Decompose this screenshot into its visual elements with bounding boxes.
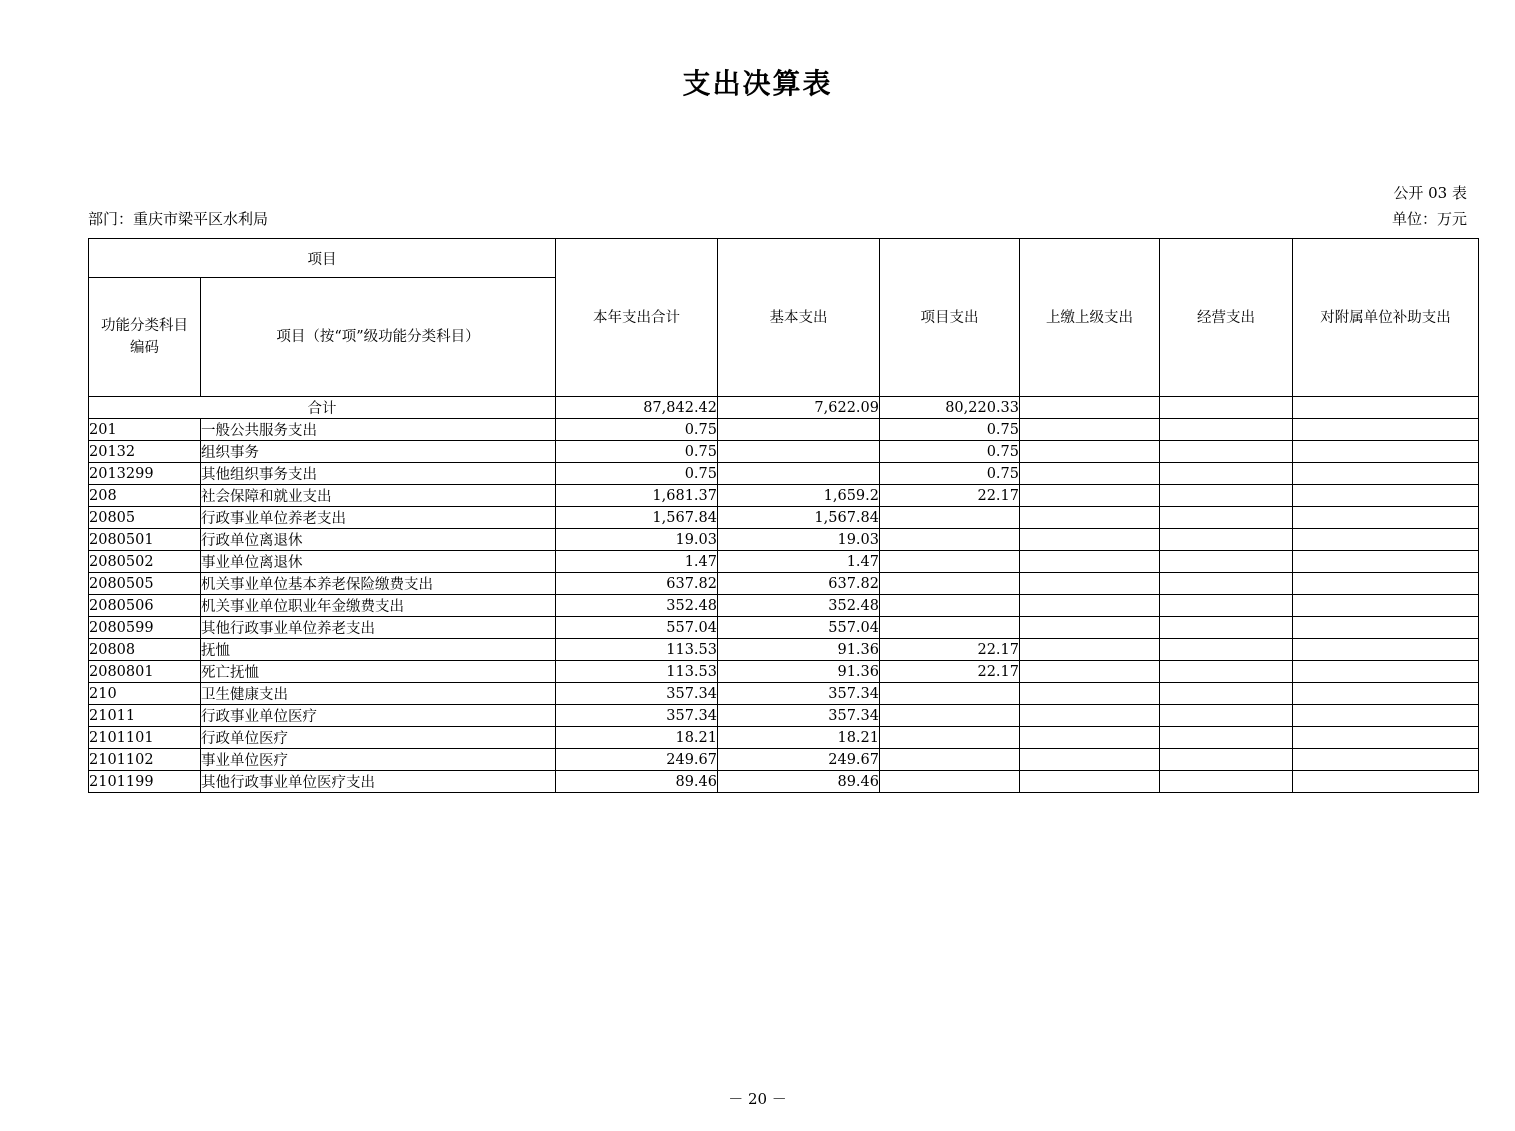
row-value-4 xyxy=(1160,661,1293,683)
row-value-5 xyxy=(1293,441,1479,463)
row-value-2: 0.75 xyxy=(880,463,1020,485)
row-value-4 xyxy=(1160,573,1293,595)
row-value-4 xyxy=(1160,441,1293,463)
table-row xyxy=(89,661,1479,683)
row-value-2 xyxy=(880,551,1020,573)
form-number: 公开 03 表 xyxy=(1393,184,1467,202)
row-value-3 xyxy=(1020,463,1160,485)
total-value-2: 80,220.33 xyxy=(880,397,1020,419)
row-value-3 xyxy=(1020,507,1160,529)
row-code: 2080505 xyxy=(89,573,201,595)
row-value-0: 357.34 xyxy=(556,705,718,727)
table-row xyxy=(89,595,1479,617)
row-value-3 xyxy=(1020,705,1160,727)
row-code: 2080502 xyxy=(89,551,201,573)
row-value-4 xyxy=(1160,595,1293,617)
row-value-1: 357.34 xyxy=(718,705,880,727)
row-value-1: 91.36 xyxy=(718,661,880,683)
expenditure-table xyxy=(88,238,1479,793)
department-line: 部门：重庆市梁平区水利局 xyxy=(88,210,269,228)
row-value-1: 19.03 xyxy=(718,529,880,551)
row-name: 社会保障和就业支出 xyxy=(201,485,556,507)
row-value-4 xyxy=(1160,617,1293,639)
row-value-4 xyxy=(1160,639,1293,661)
header-col-name: 项目（按“项”级功能分类科目） xyxy=(201,278,556,397)
table-row xyxy=(89,441,1479,463)
row-code: 20132 xyxy=(89,441,201,463)
row-value-5 xyxy=(1293,683,1479,705)
row-value-1: 18.21 xyxy=(718,727,880,749)
table-header xyxy=(89,239,1479,397)
header-col-project: 项目支出 xyxy=(880,239,1020,397)
row-code: 201 xyxy=(89,419,201,441)
row-value-1: 352.48 xyxy=(718,595,880,617)
row-value-2 xyxy=(880,749,1020,771)
row-value-2: 22.17 xyxy=(880,485,1020,507)
row-value-3 xyxy=(1020,683,1160,705)
row-name: 其他行政事业单位养老支出 xyxy=(201,617,556,639)
row-code: 2101199 xyxy=(89,771,201,793)
row-value-2 xyxy=(880,507,1020,529)
row-value-0: 19.03 xyxy=(556,529,718,551)
table-row xyxy=(89,727,1479,749)
row-value-5 xyxy=(1293,639,1479,661)
row-value-3 xyxy=(1020,639,1160,661)
header-col-total: 本年支出合计 xyxy=(556,239,718,397)
page-title: 支出决算表 xyxy=(682,67,833,100)
row-name: 死亡抚恤 xyxy=(201,661,556,683)
total-value-4 xyxy=(1160,397,1293,419)
row-value-2: 22.17 xyxy=(880,639,1020,661)
table-row xyxy=(89,705,1479,727)
total-value-1: 7,622.09 xyxy=(718,397,880,419)
row-value-3 xyxy=(1020,551,1160,573)
row-name: 事业单位离退休 xyxy=(201,551,556,573)
row-value-2 xyxy=(880,727,1020,749)
table-row xyxy=(89,617,1479,639)
row-code: 2080599 xyxy=(89,617,201,639)
row-value-0: 113.53 xyxy=(556,661,718,683)
row-value-1 xyxy=(718,463,880,485)
row-value-3 xyxy=(1020,617,1160,639)
header-col-code xyxy=(89,278,201,397)
row-value-5 xyxy=(1293,749,1479,771)
table-row xyxy=(89,507,1479,529)
row-code: 20808 xyxy=(89,639,201,661)
row-value-3 xyxy=(1020,727,1160,749)
row-name: 组织事务 xyxy=(201,441,556,463)
header-row-group xyxy=(89,239,1479,278)
unit-note: 单位：万元 xyxy=(1391,210,1467,228)
row-name: 事业单位医疗 xyxy=(201,749,556,771)
row-code: 2080501 xyxy=(89,529,201,551)
row-value-4 xyxy=(1160,705,1293,727)
row-name: 一般公共服务支出 xyxy=(201,419,556,441)
row-code: 2101102 xyxy=(89,749,201,771)
header-col-subsidy: 对附属单位补助支出 xyxy=(1293,239,1479,397)
header-col-operating: 经营支出 xyxy=(1160,239,1293,397)
document-page xyxy=(0,62,1515,1131)
row-code: 2080506 xyxy=(89,595,201,617)
row-name: 机关事业单位基本养老保险缴费支出 xyxy=(201,573,556,595)
row-value-5 xyxy=(1293,507,1479,529)
row-value-3 xyxy=(1020,441,1160,463)
row-value-5 xyxy=(1293,573,1479,595)
row-value-0: 89.46 xyxy=(556,771,718,793)
row-value-0: 249.67 xyxy=(556,749,718,771)
row-value-4 xyxy=(1160,507,1293,529)
page-footer: － 20 － xyxy=(728,1090,787,1108)
row-value-3 xyxy=(1020,771,1160,793)
row-name: 卫生健康支出 xyxy=(201,683,556,705)
total-value-3 xyxy=(1020,397,1160,419)
row-name: 行政单位离退休 xyxy=(201,529,556,551)
row-code: 2080801 xyxy=(89,661,201,683)
row-value-1: 1,659.2 xyxy=(718,485,880,507)
table-row xyxy=(89,463,1479,485)
row-value-3 xyxy=(1020,529,1160,551)
row-value-0: 0.75 xyxy=(556,441,718,463)
header-col-code-line1: 功能分类科目 xyxy=(101,318,188,334)
row-value-2: 22.17 xyxy=(880,661,1020,683)
row-value-4 xyxy=(1160,463,1293,485)
table-row xyxy=(89,529,1479,551)
header-col-upper: 上缴上级支出 xyxy=(1020,239,1160,397)
row-value-0: 1.47 xyxy=(556,551,718,573)
row-code: 2013299 xyxy=(89,463,201,485)
row-code: 210 xyxy=(89,683,201,705)
row-value-4 xyxy=(1160,727,1293,749)
row-value-4 xyxy=(1160,551,1293,573)
row-value-0: 113.53 xyxy=(556,639,718,661)
row-value-5 xyxy=(1293,551,1479,573)
row-value-2 xyxy=(880,529,1020,551)
row-value-5 xyxy=(1293,463,1479,485)
row-value-1: 249.67 xyxy=(718,749,880,771)
row-value-0: 1,567.84 xyxy=(556,507,718,529)
table-row xyxy=(89,551,1479,573)
table-row xyxy=(89,771,1479,793)
table-row xyxy=(89,573,1479,595)
row-name: 行政单位医疗 xyxy=(201,727,556,749)
table-row xyxy=(89,683,1479,705)
row-value-3 xyxy=(1020,573,1160,595)
row-value-1: 637.82 xyxy=(718,573,880,595)
table-body xyxy=(89,397,1479,793)
row-name: 机关事业单位职业年金缴费支出 xyxy=(201,595,556,617)
header-group-item: 项目 xyxy=(89,239,556,278)
row-name: 行政事业单位医疗 xyxy=(201,705,556,727)
row-value-0: 1,681.37 xyxy=(556,485,718,507)
row-value-4 xyxy=(1160,749,1293,771)
row-value-1: 357.34 xyxy=(718,683,880,705)
row-value-5 xyxy=(1293,661,1479,683)
row-value-0: 0.75 xyxy=(556,419,718,441)
row-value-3 xyxy=(1020,595,1160,617)
table-row xyxy=(89,419,1479,441)
row-name: 其他组织事务支出 xyxy=(201,463,556,485)
row-value-0: 637.82 xyxy=(556,573,718,595)
row-value-3 xyxy=(1020,419,1160,441)
row-value-0: 557.04 xyxy=(556,617,718,639)
row-value-5 xyxy=(1293,617,1479,639)
row-value-1: 557.04 xyxy=(718,617,880,639)
row-value-5 xyxy=(1293,419,1479,441)
row-value-2 xyxy=(880,573,1020,595)
row-value-4 xyxy=(1160,529,1293,551)
row-value-2 xyxy=(880,705,1020,727)
row-value-5 xyxy=(1293,529,1479,551)
row-code: 21011 xyxy=(89,705,201,727)
document-meta-right xyxy=(1392,180,1467,232)
row-value-0: 357.34 xyxy=(556,683,718,705)
row-value-3 xyxy=(1020,485,1160,507)
row-name: 其他行政事业单位医疗支出 xyxy=(201,771,556,793)
row-value-0: 18.21 xyxy=(556,727,718,749)
row-value-2 xyxy=(880,595,1020,617)
table-row xyxy=(89,749,1479,771)
row-value-1 xyxy=(718,441,880,463)
row-value-2 xyxy=(880,771,1020,793)
table-row xyxy=(89,485,1479,507)
table-row-total xyxy=(89,397,1479,419)
row-name: 行政事业单位养老支出 xyxy=(201,507,556,529)
row-value-5 xyxy=(1293,727,1479,749)
row-value-5 xyxy=(1293,705,1479,727)
total-value-5 xyxy=(1293,397,1479,419)
row-value-5 xyxy=(1293,485,1479,507)
row-value-2 xyxy=(880,617,1020,639)
row-value-3 xyxy=(1020,749,1160,771)
row-value-2: 0.75 xyxy=(880,441,1020,463)
row-value-2 xyxy=(880,683,1020,705)
total-label: 合计 xyxy=(89,397,556,419)
row-value-1 xyxy=(718,419,880,441)
row-value-3 xyxy=(1020,661,1160,683)
row-value-4 xyxy=(1160,419,1293,441)
row-value-0: 0.75 xyxy=(556,463,718,485)
row-code: 20805 xyxy=(89,507,201,529)
row-value-1: 89.46 xyxy=(718,771,880,793)
row-value-5 xyxy=(1293,771,1479,793)
row-name: 抚恤 xyxy=(201,639,556,661)
row-value-4 xyxy=(1160,771,1293,793)
row-value-4 xyxy=(1160,683,1293,705)
total-value-0: 87,842.42 xyxy=(556,397,718,419)
row-value-2: 0.75 xyxy=(880,419,1020,441)
table-row xyxy=(89,639,1479,661)
row-value-5 xyxy=(1293,595,1479,617)
header-col-basic: 基本支出 xyxy=(718,239,880,397)
row-value-1: 1,567.84 xyxy=(718,507,880,529)
row-value-1: 1.47 xyxy=(718,551,880,573)
row-value-1: 91.36 xyxy=(718,639,880,661)
row-code: 2101101 xyxy=(89,727,201,749)
row-value-4 xyxy=(1160,485,1293,507)
header-col-code-line2: 编码 xyxy=(130,340,159,356)
row-code: 208 xyxy=(89,485,201,507)
row-value-0: 352.48 xyxy=(556,595,718,617)
